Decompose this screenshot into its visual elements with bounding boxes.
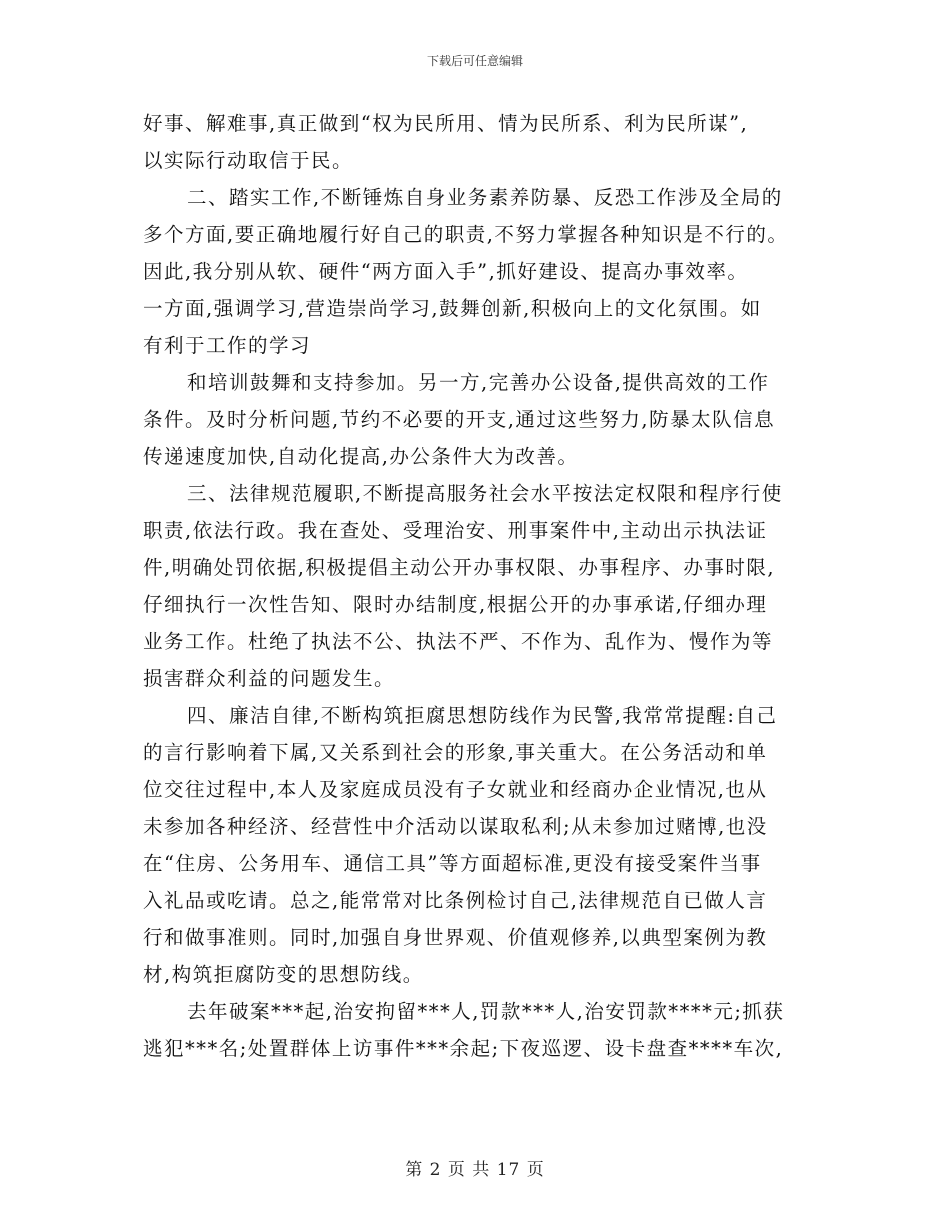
text-line: 损害群众利益的问题发生。 (143, 667, 396, 690)
text-line: 三、法律规范履职,不断提高服务社会水平按法定权限和程序行使 (187, 482, 783, 505)
text-line: 传递速度加快,自动化提高,办公条件大为改善。 (143, 445, 579, 468)
text-line: 多个方面,要正确地履行好自己的职责,不努力掌握各种知识是不行的。 (143, 223, 789, 246)
text-line: 和培训鼓舞和支持参加。另一方,完善办公设备,提供高效的工作 (187, 371, 770, 394)
text-line: 去年破案***起,治安拘留***人,罚款***人,治安罚款****元;抓获 (187, 1000, 785, 1023)
text-line: 逃犯***名;处置群体上访事件***余起;下夜巡逻、设卡盘查****车次, (143, 1037, 784, 1060)
text-line: 的言行影响着下属,又关系到社会的形象,事关重大。在公务活动和单 (143, 741, 768, 764)
document-body (143, 105, 808, 1067)
text-line: 二、踏实工作,不断锤炼自身业务素养防暴、反恐工作涉及全局的 (187, 186, 783, 209)
text-line: 仔细执行一次性告知、限时办结制度,根据公开的办事承诺,仔细办理 (143, 593, 768, 616)
paragraph-statistics (143, 993, 808, 1067)
text-line: 好事、解难事,真正做到“权为民所用、情为民所系、利为民所谋”, (143, 112, 749, 135)
text-line: 在“住房、公务用车、通信工具”等方面超标准,更没有接受案件当事 (143, 852, 762, 875)
page-number: 第 2 页 共 17 页 (405, 1160, 545, 1180)
text-line: 以实际行动取信于民。 (143, 149, 354, 172)
text-line: 一方面,强调学习,营造崇尚学习,鼓舞创新,积极向上的文化氛围。如 (143, 297, 762, 320)
paragraph-training (143, 364, 808, 475)
text-line: 四、廉洁自律,不断构筑拒腐思想防线作为民警,我常常提醒:自己 (187, 704, 778, 727)
text-line: 未参加各种经济、经营性中介活动以谋取私利;从未参加过赌博,也没 (143, 815, 768, 838)
text-line: 业务工作。杜绝了执法不公、执法不严、不作为、乱作为、慢作为等 (143, 630, 774, 653)
text-line: 材,构筑拒腐防变的思想防线。 (143, 963, 424, 986)
text-line: 有利于工作的学习 (143, 334, 312, 357)
paragraph-section-three (143, 475, 808, 697)
text-line: 位交往过程中,本人及家庭成员没有子女就业和经商办企业情况,也从 (143, 778, 768, 801)
text-line: 职责,依法行政。我在查处、受理治安、刑事案件中,主动出示执法证 (143, 519, 768, 542)
page-header-note: 下载后可任意编辑 (426, 54, 523, 68)
paragraph-section-two (143, 179, 808, 364)
text-line: 条件。及时分析问题,节约不必要的开支,通过这些努力,防暴太队信息 (143, 408, 776, 431)
text-line: 入礼品或吃请。总之,能常常对比条例检讨自己,法律规范自已做人言 (143, 889, 768, 912)
paragraph-continuation (143, 105, 808, 179)
text-line: 因此,我分别从软、硬件“两方面入手”,抓好建设、提高办事效率。 (143, 260, 749, 283)
text-line: 行和做事准则。同时,加强自身世界观、价值观修养,以典型案例为教 (143, 926, 768, 949)
paragraph-section-four (143, 697, 808, 993)
text-line: 件,明确处罚依据,积极提倡主动公开办事权限、办事程序、办事时限, (143, 556, 776, 579)
